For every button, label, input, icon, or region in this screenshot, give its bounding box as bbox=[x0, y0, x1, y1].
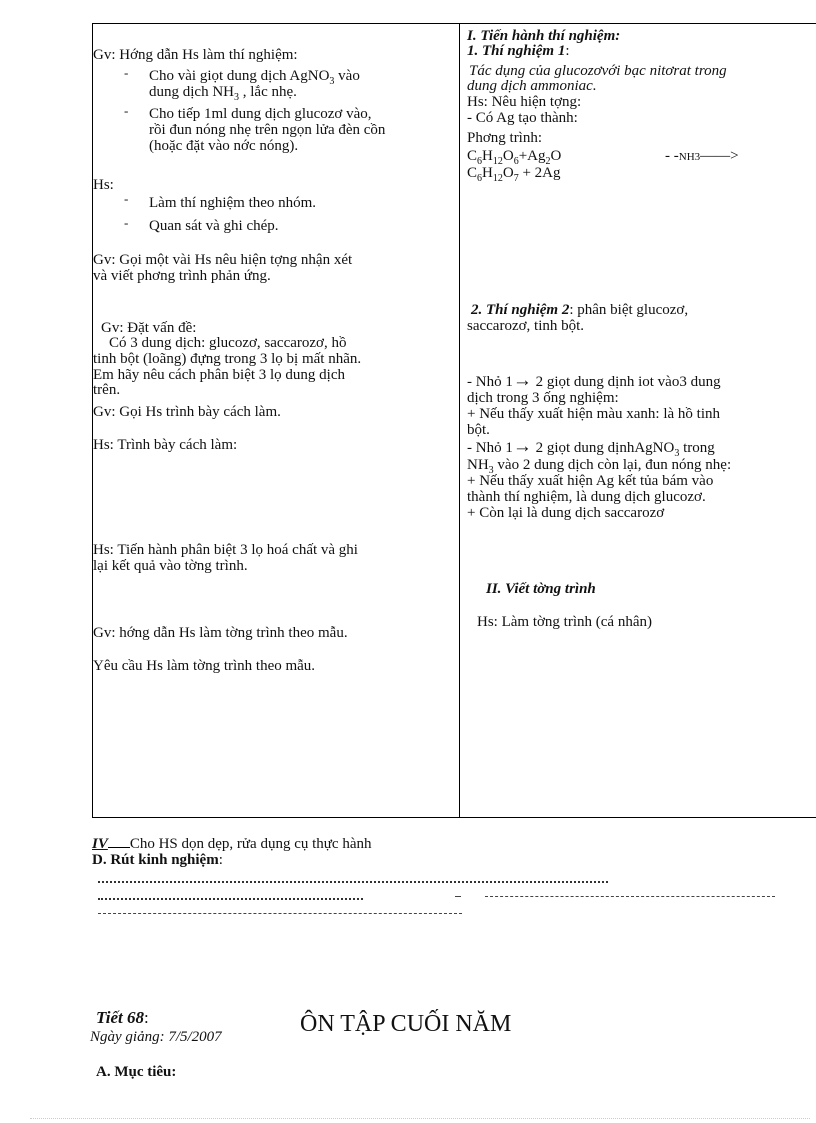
left-bullet-2b: rồi đun nóng nhẹ trên ngọn lửa đèn cồn bbox=[149, 122, 386, 138]
section-d-heading: D. Rút kinh nghiệm: bbox=[92, 852, 223, 868]
left-gv-problem-c: Em hãy nêu cách phân biệt 3 lọ dung dịch bbox=[93, 367, 346, 383]
column-divider bbox=[459, 24, 460, 817]
right-equation-line-1: $C_6H_{12}O_6+Ag_2O$ bbox=[467, 148, 562, 167]
right-tn2-heading: 2. Thí nghiệm 2: phân biệt glucozơ, bbox=[471, 302, 689, 318]
left-gv-problem: Gv: Đặt vấn đề: bbox=[101, 320, 197, 336]
left-gv-guide: Gv: Hớng dẫn Hs làm thí nghiệm: bbox=[93, 47, 298, 63]
right-equation-label: Phơng trình: bbox=[467, 130, 543, 146]
bullet-icon: - bbox=[124, 65, 129, 80]
right-ag-formed: - Có Ag tạo thành: bbox=[467, 110, 578, 126]
right-step-2a: + Nếu thấy xuất hiện màu xanh: là hồ tinh bbox=[467, 406, 720, 422]
left-gv-report: Gv: hớng dẫn Hs làm tờng trình theo mẫu. bbox=[93, 625, 348, 641]
left-gv-call-hs: Gv: Gọi Hs trình bày cách làm. bbox=[93, 404, 281, 420]
section-a-heading: A. Mục tiêu: bbox=[96, 1064, 177, 1080]
right-heading-2: 1. Thí nghiệm 1: bbox=[467, 43, 570, 59]
right-step-1c: dịch trong 3 ống nghiệm: bbox=[467, 390, 619, 406]
dash-mark bbox=[455, 896, 461, 897]
bullet-icon: - bbox=[124, 215, 129, 230]
left-bullet-4: Quan sát và ghi chép. bbox=[149, 218, 279, 234]
right-step-5: + Còn lại là dung dịch saccarozơ bbox=[467, 505, 665, 521]
left-hs-present: Hs: Trình bày cách làm: bbox=[93, 437, 238, 453]
left-bullet-3: Làm thí nghiệm theo nhóm. bbox=[149, 195, 317, 211]
bullet-icon: - bbox=[124, 103, 129, 118]
left-gv-call-a: Gv: Gọi một vài Hs nêu hiện tợng nhận xét bbox=[93, 252, 353, 268]
right-step-3a: - Nhỏ 1→ 2 giọt dung dịnhAgNO$_3$ trong bbox=[467, 436, 715, 459]
left-bullet-2c: (hoặc đặt vào nớc nóng). bbox=[149, 138, 299, 154]
lesson-table bbox=[92, 23, 816, 818]
right-tn2-line-b: saccarozơ, tinh bột. bbox=[467, 318, 585, 334]
page-bottom-rule bbox=[30, 1118, 810, 1119]
left-gv-problem-a: Có 3 dung dịch: glucozơ, saccarozơ, hồ bbox=[109, 335, 347, 351]
right-step-1a: - Nhỏ 1→ 2 giọt dung dịnh iot vào3 dung bbox=[467, 370, 721, 391]
dashed-line-3 bbox=[98, 913, 462, 914]
equation-arrow: - -NH3——> bbox=[665, 148, 739, 164]
left-bullet-1b: dung dịch $NH_3$ , lắc nhẹ. bbox=[149, 84, 297, 103]
left-bullet-2a: Cho tiếp 1ml dung dịch glucozơ vào, bbox=[149, 106, 372, 122]
teaching-date: Ngày giảng: 7/5/2007 bbox=[90, 1029, 222, 1045]
right-step-2b: bột. bbox=[467, 422, 490, 438]
bullet-icon: - bbox=[124, 191, 129, 206]
arrow-icon: → bbox=[512, 370, 532, 391]
right-hs-phenomenon: Hs: Nêu hiện tợng: bbox=[467, 94, 582, 110]
right-heading-1: I. Tiến hành thí nghiệm: bbox=[467, 28, 621, 44]
lesson-title: ÔN TẬP CUỐI NĂM bbox=[300, 1011, 512, 1037]
right-step-4a: + Nếu thấy xuất hiện Ag kết tủa bám vào bbox=[467, 473, 714, 489]
left-gv-call-b: và viết phơng trình phản ứng. bbox=[93, 268, 271, 284]
right-step-4b: thành thí nghiệm, là dung dịch glucozơ. bbox=[467, 489, 706, 505]
right-heading-3: II. Viết tờng trình bbox=[486, 581, 596, 597]
right-hs-report: Hs: Làm tờng trình (cá nhân) bbox=[477, 614, 652, 630]
dotted-line-2a bbox=[98, 898, 363, 900]
arrow-icon: → bbox=[512, 436, 532, 457]
dotted-line-1 bbox=[98, 881, 608, 883]
lesson-number: Tiết 68: bbox=[96, 1008, 149, 1027]
left-gv-problem-b: tinh bột (loãng) đựng trong 3 lọ bị mất nhãn. bbox=[93, 351, 362, 367]
left-gv-require: Yêu cầu Hs làm tờng trình theo mẫu. bbox=[93, 658, 316, 674]
dashed-line-2b bbox=[485, 896, 775, 897]
left-bullet-1a: Cho vài giọt dung dịch AgNO$_3$ vào bbox=[149, 68, 360, 87]
right-equation-line-2: $C_6H_{12}O_7 + 2Ag$ bbox=[467, 165, 561, 184]
left-hs-label: Hs: bbox=[93, 177, 114, 193]
right-desc-2: dung dịch ammoniac. bbox=[467, 78, 597, 94]
left-hs-do-a: Hs: Tiến hành phân biệt 3 lọ hoá chất và ghi bbox=[93, 542, 358, 558]
right-desc-1: Tác dụng của glucozơvới bạc nitơrat trong bbox=[469, 63, 727, 79]
right-step-3c: $NH_3$ vào 2 dung dịch còn lại, đun nóng nhẹ: bbox=[467, 457, 732, 476]
left-gv-problem-d: trên. bbox=[93, 382, 121, 398]
left-hs-do-b: lại kết quả vào tờng trình. bbox=[93, 558, 248, 574]
section-iv: IV Cho HS dọn dẹp, rửa dụng cụ thực hành bbox=[92, 836, 372, 852]
